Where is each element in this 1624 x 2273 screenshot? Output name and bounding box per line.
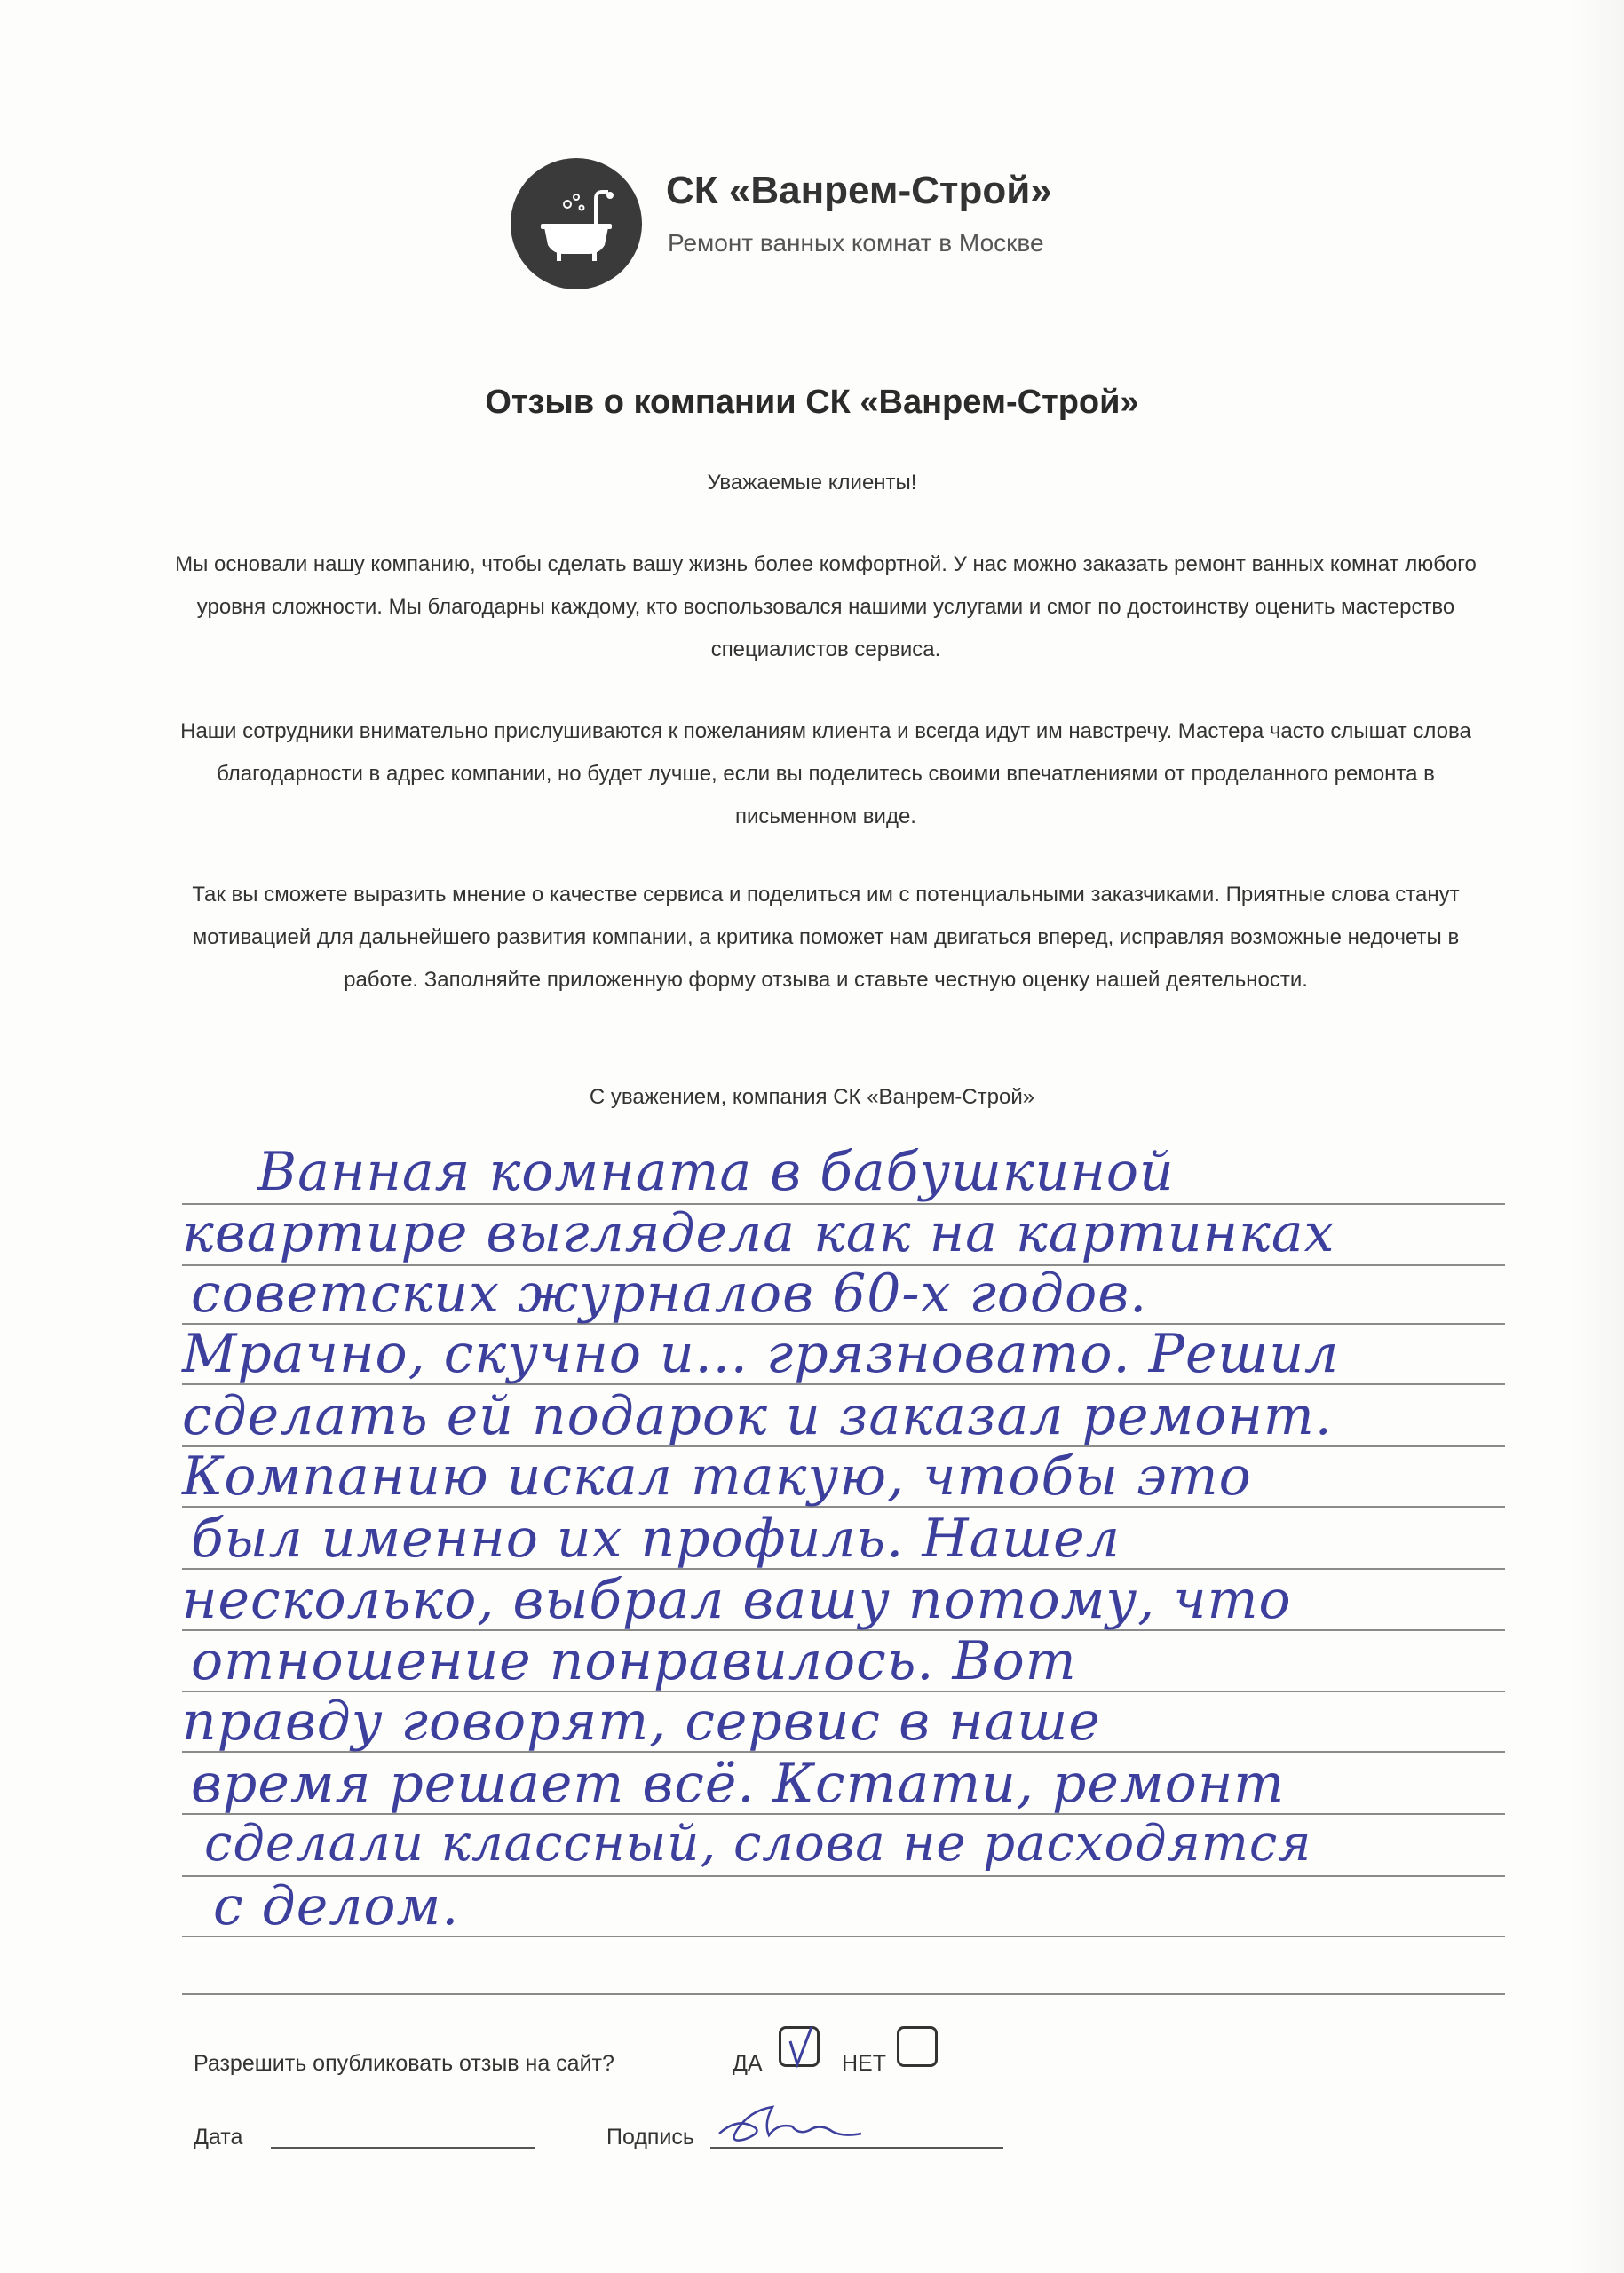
scan-shadow: [1571, 0, 1624, 2273]
publish-yes-checkbox[interactable]: [779, 2026, 820, 2067]
feedback-paragraph: Так вы сможете выразить мнение о качестве сервиса и поделиться им с потенциальными заказчиками. Приятные слова станут мотивацией для дальнейшего развития компании, а критика поможет нам двигаться вперед, исправляя возможные недочеты в работе. Заполняйте приложенную форму отзыва и ставьте честную оценку нашей деятельности.: [192, 883, 1460, 992]
regards-line: С уважением, компания СК «Ванрем-Строй»: [589, 1085, 1035, 1109]
review-line: сделать ей подарок и заказал ремонт.: [182, 1385, 1333, 1447]
review-line: был именно их профиль. Нашел: [191, 1508, 1121, 1570]
review-line: Мрачно, скучно и... грязновато. Решил: [182, 1323, 1340, 1385]
review-line: несколько, выбрал вашу потому, что: [182, 1569, 1292, 1631]
review-line: Компанию искал такую, чтобы это: [182, 1445, 1252, 1508]
yes-label: ДА: [733, 2051, 763, 2076]
signature-label: Подпись: [606, 2125, 694, 2150]
company-tagline: Ремонт ванных комнат в Москве: [668, 229, 1044, 257]
publish-no-checkbox[interactable]: [897, 2026, 938, 2067]
review-line: сделали классный, слова не расходятся: [204, 1815, 1312, 1873]
review-line: время решает всё. Кстати, ремонт: [191, 1753, 1286, 1815]
review-line: правду говорят, сервис в наше: [182, 1691, 1101, 1753]
handwritten-signature-icon: [710, 2091, 870, 2153]
checkmark-icon: [781, 2024, 822, 2070]
review-line: отношение понравилось. Вот: [191, 1630, 1077, 1692]
intro-paragraph: Мы основали нашу компанию, чтобы сделать вашу жизнь более комфортной. У нас можно заказать ремонт ванных комнат любого уровня сложности. Мы благодарны каждому, кто воспользовался нашими услугами и смог по достоинству оценить мастерство специалистов сервиса.: [175, 552, 1477, 661]
bathtub-icon: [511, 158, 642, 289]
review-line: советских журналов 60-х годов.: [191, 1263, 1148, 1325]
review-line: квартире выглядела как на картинках: [182, 1202, 1335, 1264]
review-line: с делом.: [213, 1875, 460, 1937]
review-line: Ванная комната в бабушкиной: [257, 1141, 1175, 1203]
ruled-line: [182, 1993, 1505, 1995]
date-field[interactable]: [271, 2147, 535, 2149]
document-title: Отзыв о компании СК «Ванрем-Строй»: [485, 384, 1139, 421]
staff-paragraph: Наши сотрудники внимательно прислушиваются к пожеланиям клиента и всегда идут им навстречу. Мастера часто слышат слова благодарности в адрес компании, но будет лучше, если вы поделитесь своими впечатлениями от проделанного ремонта в письменном виде.: [180, 719, 1471, 828]
greeting: Уважаемые клиенты!: [707, 471, 917, 495]
publish-question: Разрешить опубликовать отзыв на сайт?: [194, 2051, 614, 2076]
company-name: СК «Ванрем-Строй»: [666, 169, 1052, 212]
no-label: НЕТ: [842, 2051, 886, 2076]
date-label: Дата: [194, 2125, 243, 2150]
